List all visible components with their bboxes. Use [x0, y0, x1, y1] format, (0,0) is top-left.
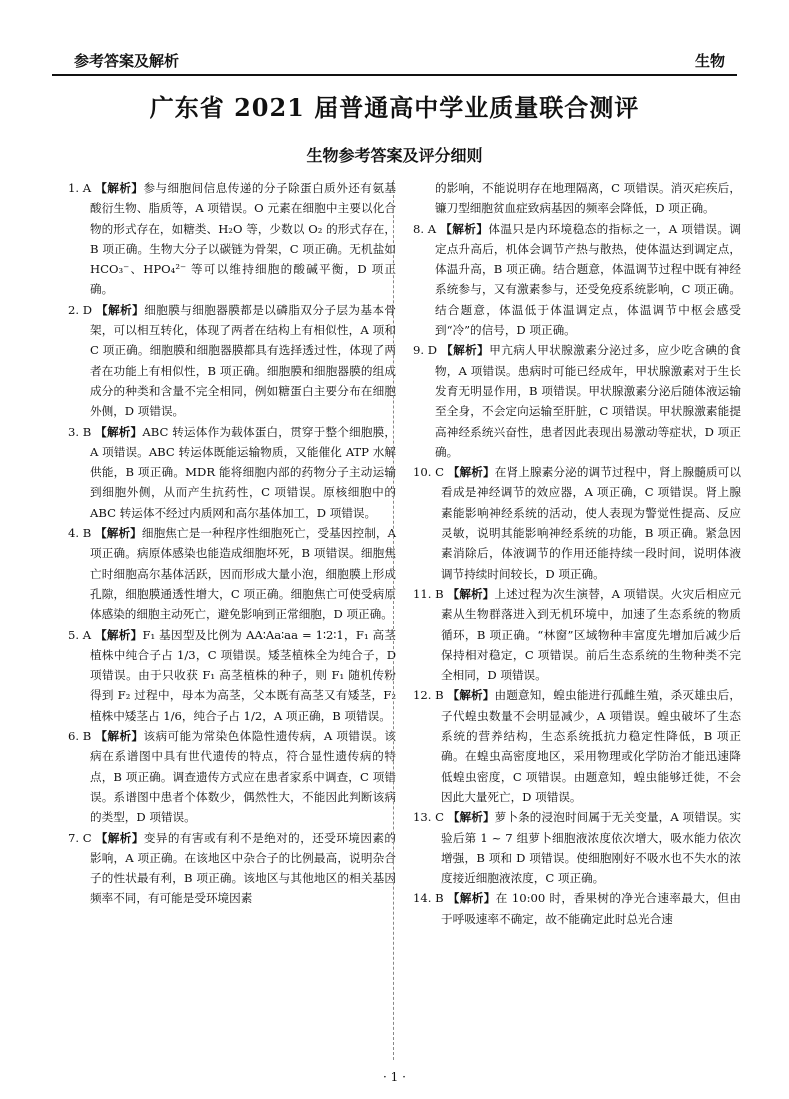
answer-number: 13. C [413, 810, 444, 825]
answer-item [413, 584, 741, 685]
answer-number: 9. D [413, 343, 438, 358]
answer-number: 8. A [413, 221, 437, 236]
answer-text: 该病可能为常染色体隐性遗传病，A 项错误。该病在系谱图中具有世代遗传的特点，符合显性遗传病的特点，B 项正确。调查遗传方式应在患者家系中调查，C 项错误。系谱图中患者个体数少，偶然性大，不能因此判断该病的类型，D 项错误。 [90, 729, 396, 825]
answer-item [68, 625, 396, 726]
answer-item [413, 340, 741, 462]
column-divider [393, 180, 394, 1060]
answer-text: 细胞焦亡是一种程序性细胞死亡，受基因控制，A 项正确。病原体感染也能造成细胞坏死，B 项错误。细胞焦亡时细胞高尔基体活跃，因而形成大量小泡，细胞膜上形成孔隙，细胞膜通透性增大，C 项正确。细胞焦亡可使受病原体感染的细胞主动死亡，避免影响到正常细胞，D 项正确。 [90, 526, 396, 622]
answer-number: 11. B [413, 586, 444, 601]
answer-item [68, 828, 396, 909]
answer-item [413, 219, 741, 341]
answer-text: 参与细胞间信息传递的分子除蛋白质外还有氨基酸衍生物、脂质等，A 项错误。O 元素在细胞中主要以化合物的形式存在，如糖类、H₂O 等，少数以 O₂ 的形式存在，B 项正确。生物大分子以碳链为骨架，C 项正确。无机盐如 HCO₃⁻、HPO₄²⁻ 等可以维持细胞的酸碱平衡，D 项正确。 [90, 181, 396, 297]
answer-text: 体温只是内环境稳态的指标之一，A 项错误。调定点升高后，机体会调节产热与散热，使体温达到调定点，体温升高，B 项正确。结合题意，体温调节过程中既有神经系统参与，又有激素参与，还受免疫系统影响，C 项正确。结合题意，体温低于体温调定点，体温调节中枢会感受到“冷”的信号，D 项正确。 [435, 221, 741, 338]
analysis-tag: 【解析】 [95, 729, 144, 744]
answer-text: 上述过程为次生演替，A 项错误。火灾后相应元素从生物群落进入到无机环境中，加速了生态系统的物质循环，B 项正确。“林窗”区域物种丰富度先增加后减少后保持相对稳定，C 项错误。前后生态系统的生物种类不完全相同，D 项错误。 [441, 586, 742, 683]
answer-number: 4. B [68, 526, 92, 541]
answer-number: 5. A [68, 627, 92, 642]
analysis-tag: 【解析】 [447, 586, 495, 601]
analysis-tag: 【解析】 [95, 526, 142, 541]
answer-item [413, 888, 741, 929]
answer-item-continued [413, 178, 741, 219]
page-header [52, 44, 737, 76]
answer-item [413, 462, 741, 584]
header-subject-label: 生物 [694, 52, 725, 70]
answer-number: 6. B [68, 729, 92, 744]
answer-text: 变异的有害或有利不是绝对的，还受环境因素的影响，A 项正确。在该地区中杂合子的比例最高，说明杂合子的性状最有利，B 项正确。该地区与其他地区的相关基因频率不同，有可能是受环境因素 [90, 830, 396, 906]
analysis-tag: 【解析】 [96, 302, 145, 317]
answer-text: ABC 转运体作为载体蛋白，贯穿于整个细胞膜，A 项错误。ABC 转运体既能运输物质，又能催化 ATP 水解供能，B 项正确。MDR 能将细胞内部的药物分子主动运输到细胞外侧，从而产生抗药性，C 项错误。原核细胞中的 ABC 转运体不经过内质网和高尔基体加工，D 项错误。 [90, 424, 397, 520]
answer-text: 在肾上腺素分泌的调节过程中，肾上腺髓质可以看成是神经调节的效应器，A 项正确，C 项错误。肾上腺素能影响神经系统的活动，使人表现为警觉性提高、反应灵敏，说明其能影响神经系统的功能，B 项正确。紧急因素消除后，体液调节的作用还能持续一段时间，说明体液调节持续时间较长，D 项正确。 [441, 465, 741, 581]
answer-number: 1. A [68, 181, 92, 195]
answer-item [68, 523, 396, 624]
answer-number: 3. B [68, 424, 92, 439]
answer-text: F₁ 基因型及比例为 AA∶Aa∶aa = 1∶2∶1，F₁ 高茎植株中纯合子占 1/3，C 项错误。矮茎植株全为纯合子，D 项错误。由于只收获 F₁ 高茎植株的种子，则 F₁ 随机传粉得到 F₂ 过程中，母本为高茎，父本既有高茎又有矮茎，F₂ 植株中矮茎占 1/6，纯合子占 1/2，A 项正确，B 项错误。 [90, 627, 396, 723]
answer-item [413, 807, 741, 888]
analysis-tag: 【解析】 [447, 465, 495, 480]
answer-text: 在 10:00 时，香果树的净光合速率最大，但由于呼吸速率不确定，故不能确定此时总光合速 [441, 891, 741, 926]
answer-number: 10. C [413, 465, 444, 480]
answer-text: 由题意知，蝗虫能进行孤雌生殖，杀灭雄虫后，子代蝗虫数量不会明显减少，A 项错误。蝗虫破坏了生态系统的营养结构，生态系统抵抗力稳定性降低，B 项正确。在蝗虫高密度地区，采用物理或化学防治才能迅速降低蝗虫密度，C 项错误。由题意知，蝗虫能够迁徙，不会因此大量死亡，D 项错误。 [441, 688, 741, 804]
analysis-tag: 【解析】 [95, 627, 143, 642]
header-left-label: 参考答案及解析 [74, 52, 180, 70]
answer-item [413, 685, 741, 807]
analysis-tag: 【解析】 [95, 181, 144, 195]
answer-number: 2. D [68, 302, 93, 317]
document-title: 广东省 2021 届普通高中学业质量联合测评 [149, 93, 640, 122]
answer-item [68, 300, 396, 422]
analysis-tag: 【解析】 [441, 343, 490, 358]
analysis-tag: 【解析】 [95, 830, 144, 845]
answer-item [68, 178, 396, 300]
page-number: · 1 · [383, 1070, 406, 1084]
analysis-tag: 【解析】 [447, 810, 495, 825]
document-subtitle: 生物参考答案及评分细则 [306, 146, 483, 165]
right-column [413, 178, 741, 929]
answer-text: 萝卜条的浸泡时间属于无关变量，A 项错误。实验后第 1 ~ 7 组萝卜细胞液浓度依次增大，吸水能力依次增强，B 项和 D 项错误。使细胞刚好不吸水也不失水的浓度接近细胞液浓度，C 项正确。 [441, 810, 741, 886]
analysis-tag: 【解析】 [447, 891, 496, 906]
answer-number: 7. C [68, 830, 92, 845]
answer-item [68, 422, 396, 523]
left-column [68, 178, 396, 909]
analysis-tag: 【解析】 [95, 424, 143, 439]
answer-text: 甲亢病人甲状腺激素分泌过多，应少吃含碘的食物，A 项错误。患病时可能已经成年，甲状腺激素对于生长发育无明显作用，B 项错误。甲状腺激素分泌后随体液运输至全身，不会定向运输至肝脏，C 项错误。甲状腺激素能提高神经系统兴奋性，患者因此表现出易激动等症状，D 项正确。 [435, 343, 741, 459]
analysis-tag: 【解析】 [440, 221, 489, 236]
answer-number: 14. B [413, 891, 444, 906]
answer-number: 12. B [413, 688, 444, 703]
answer-text: 细胞膜与细胞器膜都是以磷脂双分子层为基本骨架，可以相互转化，体现了两者在结构上有相似性，A 项和 C 项正确。细胞膜和细胞器膜都具有选择透过性，体现了两者在功能上有相似性，B 项正确。细胞膜和细胞器膜的组成成分的种类和含量不完全相同，例如糖蛋白主要分布在细胞外侧，D 项错误。 [90, 302, 396, 419]
answer-text: 的影响，不能说明存在地理隔离，C 项错误。消灭疟疾后，镰刀型细胞贫血症致病基因的频率会降低，D 项正确。 [435, 181, 741, 216]
analysis-tag: 【解析】 [447, 688, 495, 703]
answer-item [68, 726, 396, 827]
